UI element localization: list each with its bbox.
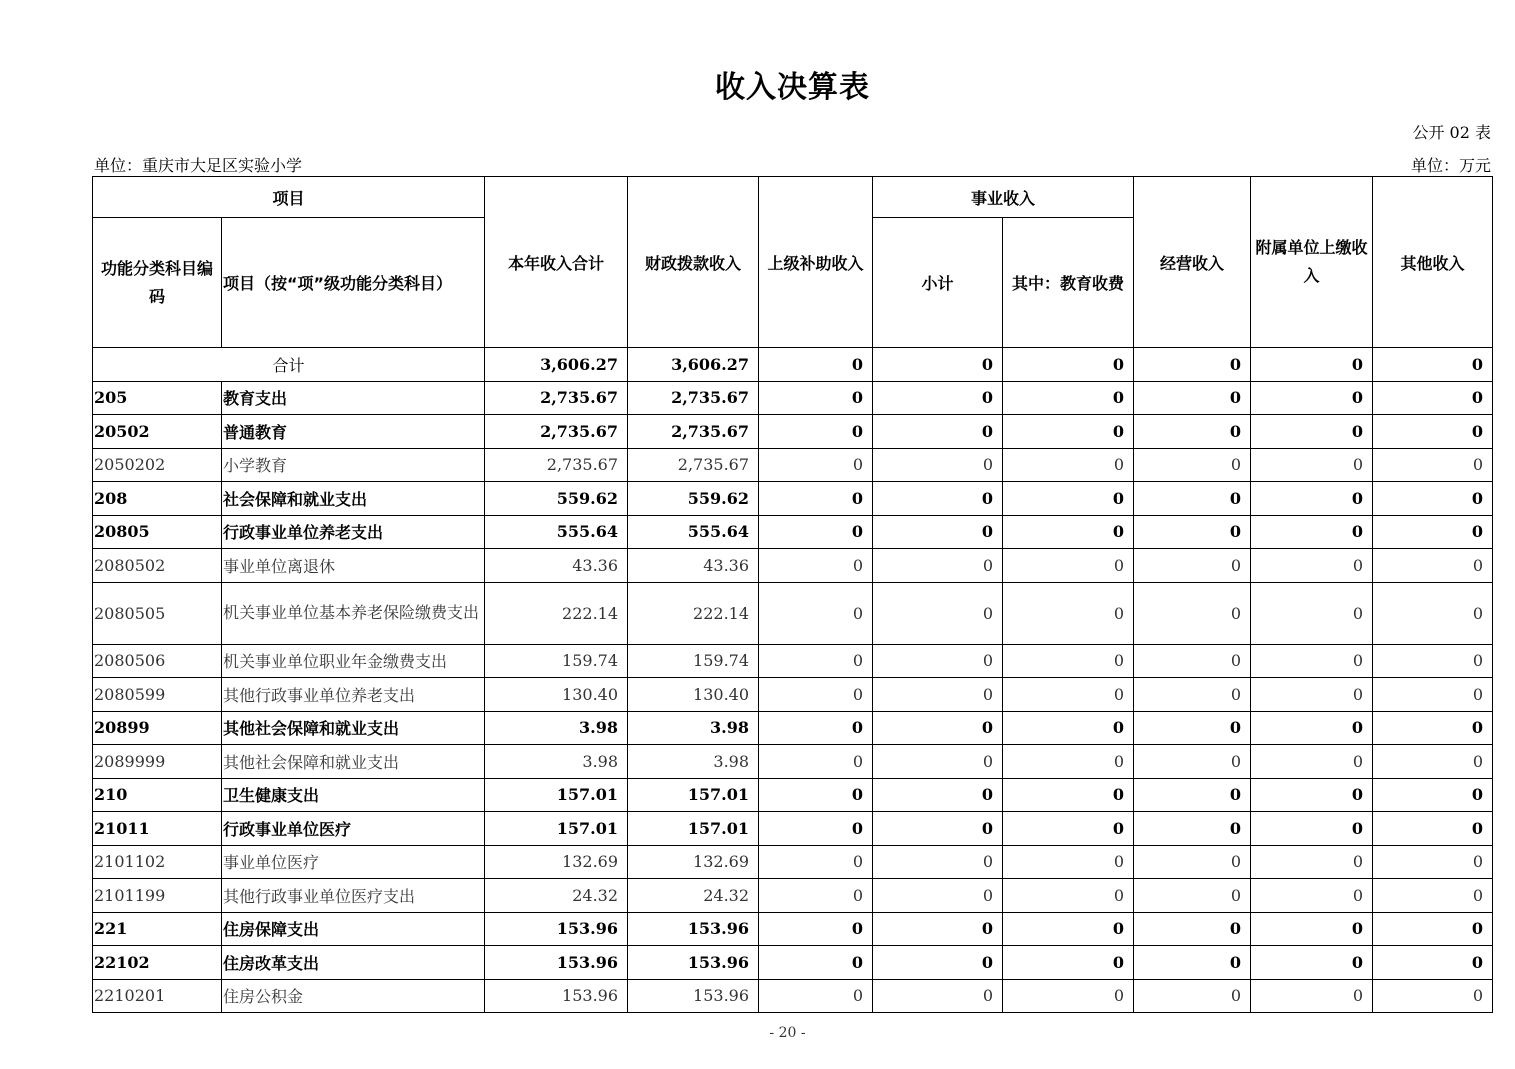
row-value: 0 [1251,482,1373,516]
income-table [92,176,1493,1013]
row-value: 0 [1003,448,1134,482]
total-cell: 0 [1003,348,1134,382]
row-value: 0 [1251,678,1373,712]
table-row [93,582,1493,644]
row-value: 0 [1373,381,1493,415]
row-value: 0 [873,946,1003,980]
row-value: 0 [1373,879,1493,913]
row-value: 0 [759,549,873,583]
table-row [93,448,1493,482]
row-value: 153.96 [628,946,759,980]
row-value: 157.01 [628,812,759,846]
row-value: 0 [1003,711,1134,745]
row-code: 2050202 [93,448,222,482]
row-value: 0 [873,979,1003,1013]
table-row [93,946,1493,980]
row-value: 0 [1134,448,1251,482]
row-value: 0 [873,678,1003,712]
row-value: 0 [1003,778,1134,812]
table-row [93,678,1493,712]
row-value: 0 [1373,678,1493,712]
row-value: 0 [759,582,873,644]
row-value: 2,735.67 [628,415,759,449]
row-value: 0 [1251,448,1373,482]
row-value: 0 [1251,381,1373,415]
row-value: 0 [1003,515,1134,549]
row-value: 3.98 [628,711,759,745]
row-value: 0 [759,448,873,482]
total-label: 合计 [93,348,485,382]
row-value: 0 [759,745,873,779]
total-cell: 0 [1373,348,1493,382]
row-value: 0 [1251,778,1373,812]
row-value: 43.36 [485,549,628,583]
row-name: 事业单位离退休 [222,549,485,583]
row-value: 0 [759,979,873,1013]
total-cell: 0 [873,348,1003,382]
row-code: 2080502 [93,549,222,583]
row-value: 0 [759,678,873,712]
row-name: 住房保障支出 [222,912,485,946]
row-value: 0 [1251,812,1373,846]
row-value: 0 [1003,549,1134,583]
table-row [93,415,1493,449]
row-name: 卫生健康支出 [222,778,485,812]
row-value: 0 [1003,946,1134,980]
row-value: 0 [1003,979,1134,1013]
row-value: 0 [1134,582,1251,644]
row-value: 0 [873,415,1003,449]
row-value: 157.01 [628,778,759,812]
row-value: 0 [1251,845,1373,879]
row-value: 0 [873,549,1003,583]
row-name: 住房公积金 [222,979,485,1013]
row-value: 132.69 [485,845,628,879]
row-value: 0 [1134,912,1251,946]
header-other: 其他收入 [1373,177,1493,348]
table-row [93,482,1493,516]
row-value: 0 [1134,946,1251,980]
row-value: 0 [1134,845,1251,879]
row-value: 0 [873,482,1003,516]
row-code: 2101199 [93,879,222,913]
row-value: 3.98 [628,745,759,779]
row-value: 555.64 [628,515,759,549]
row-value: 0 [1373,582,1493,644]
row-value: 0 [1251,946,1373,980]
row-value: 0 [1373,912,1493,946]
row-code: 2210201 [93,979,222,1013]
row-value: 159.74 [485,644,628,678]
table-row [93,812,1493,846]
row-value: 132.69 [628,845,759,879]
row-value: 0 [1134,482,1251,516]
table-row [93,979,1493,1013]
row-value: 0 [873,381,1003,415]
row-code: 20805 [93,515,222,549]
row-value: 0 [759,879,873,913]
row-value: 0 [1373,711,1493,745]
row-value: 0 [759,778,873,812]
header-affiliated: 附属单位上缴收入 [1251,177,1373,348]
row-value: 3.98 [485,745,628,779]
row-value: 0 [1251,415,1373,449]
row-value: 2,735.67 [485,415,628,449]
row-value: 0 [759,711,873,745]
report-title: 收入决算表 [715,70,870,105]
row-value: 0 [873,448,1003,482]
currency-unit: 单位：万元 [1410,156,1491,175]
row-value: 24.32 [628,879,759,913]
header-business: 经营收入 [1134,177,1251,348]
row-value: 2,735.67 [628,381,759,415]
row-value: 0 [1134,812,1251,846]
row-value: 0 [1134,515,1251,549]
header-item: 项目 [93,177,485,218]
row-name: 其他社会保障和就业支出 [222,711,485,745]
row-name: 住房改革支出 [222,946,485,980]
row-value: 0 [873,912,1003,946]
row-value: 153.96 [485,979,628,1013]
table-row [93,515,1493,549]
header-total: 本年收入合计 [485,177,628,348]
row-code: 21011 [93,812,222,846]
row-value: 0 [1251,515,1373,549]
organization-unit: 单位：重庆市大足区实验小学 [94,156,303,175]
row-value: 2,735.67 [485,448,628,482]
row-value: 153.96 [485,946,628,980]
total-cell: 0 [759,348,873,382]
row-value: 157.01 [485,812,628,846]
total-cell: 3,606.27 [485,348,628,382]
row-value: 2,735.67 [485,381,628,415]
table-row [93,381,1493,415]
row-value: 24.32 [485,879,628,913]
total-cell: 0 [1251,348,1373,382]
header-superior: 上级补助收入 [759,177,873,348]
row-value: 0 [1134,711,1251,745]
row-value: 0 [1373,415,1493,449]
row-name: 教育支出 [222,381,485,415]
row-value: 0 [1003,745,1134,779]
row-value: 0 [1003,678,1134,712]
row-value: 0 [1251,912,1373,946]
header-name: 项目（按“项”级功能分类科目） [222,218,485,348]
row-value: 0 [759,845,873,879]
row-value: 0 [1373,482,1493,516]
row-name: 事业单位医疗 [222,845,485,879]
row-value: 0 [1251,582,1373,644]
row-value: 0 [1251,979,1373,1013]
row-code: 2080599 [93,678,222,712]
row-value: 0 [759,415,873,449]
row-value: 0 [759,644,873,678]
row-value: 0 [1134,678,1251,712]
row-value: 555.64 [485,515,628,549]
row-value: 0 [1003,912,1134,946]
row-value: 0 [1003,879,1134,913]
row-value: 0 [759,381,873,415]
row-value: 0 [1134,415,1251,449]
row-code: 208 [93,482,222,516]
header-career: 事业收入 [873,177,1134,218]
row-name: 社会保障和就业支出 [222,482,485,516]
row-name: 其他行政事业单位医疗支出 [222,879,485,913]
row-value: 0 [1003,845,1134,879]
row-value: 0 [1373,515,1493,549]
row-value: 0 [1373,778,1493,812]
table-row [93,778,1493,812]
row-value: 0 [873,879,1003,913]
row-value: 0 [1134,979,1251,1013]
row-value: 222.14 [485,582,628,644]
row-name: 行政事业单位医疗 [222,812,485,846]
row-value: 0 [1373,979,1493,1013]
row-code: 221 [93,912,222,946]
row-value: 0 [873,582,1003,644]
row-value: 159.74 [628,644,759,678]
row-value: 0 [1003,381,1134,415]
table-row [93,745,1493,779]
row-value: 0 [873,711,1003,745]
header-edu-fee: 其中：教育收费 [1003,218,1134,348]
row-value: 153.96 [628,912,759,946]
row-value: 2,735.67 [628,448,759,482]
row-value: 559.62 [485,482,628,516]
header-fiscal: 财政拨款收入 [628,177,759,348]
row-code: 2089999 [93,745,222,779]
row-value: 0 [1373,812,1493,846]
row-value: 0 [1373,845,1493,879]
row-value: 0 [1134,381,1251,415]
row-value: 0 [759,812,873,846]
row-name: 其他社会保障和就业支出 [222,745,485,779]
row-name: 其他行政事业单位养老支出 [222,678,485,712]
row-value: 157.01 [485,778,628,812]
row-value: 3.98 [485,711,628,745]
row-value: 0 [1251,711,1373,745]
row-value: 153.96 [485,912,628,946]
header-subtotal: 小计 [873,218,1003,348]
row-value: 0 [1003,644,1134,678]
row-value: 0 [759,515,873,549]
row-code: 20502 [93,415,222,449]
table-row [93,879,1493,913]
row-value: 0 [1373,549,1493,583]
row-value: 130.40 [628,678,759,712]
row-name: 普通教育 [222,415,485,449]
row-value: 0 [1251,549,1373,583]
row-value: 559.62 [628,482,759,516]
row-code: 205 [93,381,222,415]
row-value: 0 [1134,879,1251,913]
row-code: 20899 [93,711,222,745]
row-code: 22102 [93,946,222,980]
row-value: 0 [873,745,1003,779]
total-cell: 3,606.27 [628,348,759,382]
header-code: 功能分类科目编码 [93,218,222,348]
row-value: 0 [1003,415,1134,449]
row-value: 0 [1251,745,1373,779]
row-value: 153.96 [628,979,759,1013]
row-value: 0 [759,482,873,516]
total-row [93,348,1493,382]
row-value: 0 [873,812,1003,846]
row-code: 210 [93,778,222,812]
table-row [93,845,1493,879]
form-number: 公开 02 表 [1412,123,1491,142]
table-row [93,912,1493,946]
row-name: 小学教育 [222,448,485,482]
row-value: 0 [873,845,1003,879]
row-value: 0 [873,515,1003,549]
row-value: 222.14 [628,582,759,644]
row-code: 2080505 [93,582,222,644]
row-value: 0 [759,912,873,946]
row-code: 2101102 [93,845,222,879]
row-value: 130.40 [485,678,628,712]
row-value: 0 [1003,482,1134,516]
row-value: 0 [873,778,1003,812]
row-code: 2080506 [93,644,222,678]
row-value: 0 [1373,745,1493,779]
row-value: 0 [1373,946,1493,980]
row-value: 0 [1251,879,1373,913]
row-value: 0 [759,946,873,980]
row-name: 机关事业单位基本养老保险缴费支出 [222,582,485,644]
table-row [93,711,1493,745]
row-value: 0 [1134,644,1251,678]
total-cell: 0 [1134,348,1251,382]
row-value: 43.36 [628,549,759,583]
row-value: 0 [1373,644,1493,678]
row-value: 0 [1134,778,1251,812]
row-value: 0 [1134,549,1251,583]
row-value: 0 [1003,812,1134,846]
row-name: 机关事业单位职业年金缴费支出 [222,644,485,678]
row-value: 0 [1251,644,1373,678]
row-value: 0 [1373,448,1493,482]
row-name: 行政事业单位养老支出 [222,515,485,549]
row-value: 0 [873,644,1003,678]
table-row [93,549,1493,583]
row-value: 0 [1134,745,1251,779]
row-value: 0 [1003,582,1134,644]
table-row [93,644,1493,678]
page-number: - 20 - [769,1025,806,1041]
